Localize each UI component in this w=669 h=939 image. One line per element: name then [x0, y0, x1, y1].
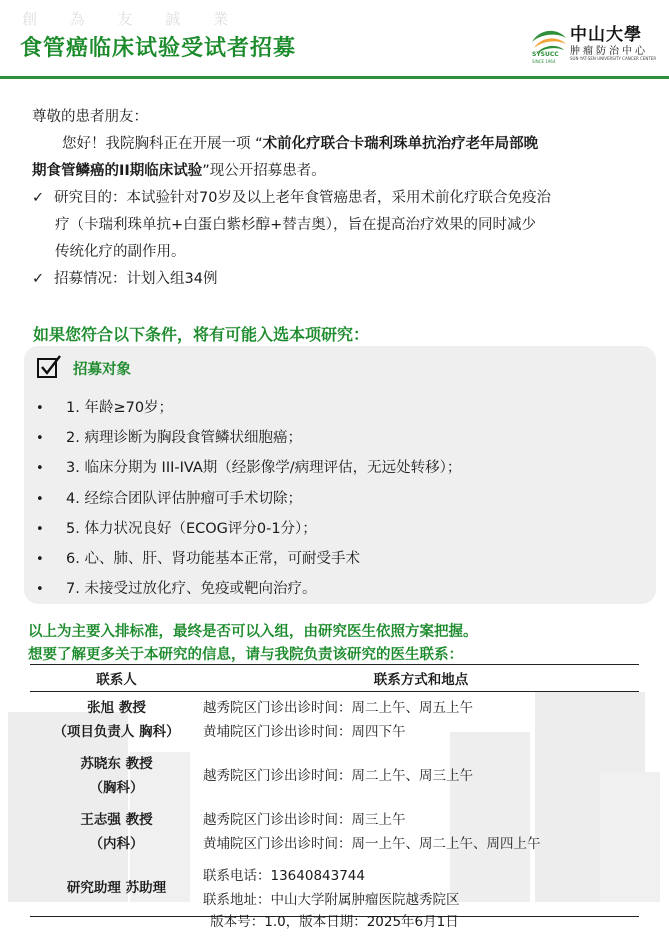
- bullet: •: [36, 582, 44, 598]
- contact-person: [30, 692, 203, 749]
- column-header-details: 联系方式和地点: [203, 665, 639, 692]
- table-row: [30, 804, 639, 860]
- contact-table: [30, 664, 639, 917]
- checkmark-icon: ✓: [32, 271, 45, 287]
- list-item: [36, 423, 461, 453]
- greeting-line-2: [32, 158, 652, 185]
- criterion-text: 3. 临床分期为 III-IVA期（经影像学/病理评估，无远处转移）；: [66, 460, 462, 477]
- person-name: 张旭 教授: [87, 700, 146, 716]
- trial-name-part1: 术前化疗联合卡瑞利珠单抗治疗老年局部晚: [262, 136, 539, 152]
- salutation: 尊敬的患者朋友：: [32, 109, 148, 125]
- header-watermark: 創 為 友 誠 業: [22, 10, 243, 28]
- purpose-line-1: 研究目的：本试验针对70岁及以上老年食管癌患者，采用术前化疗联合免疫治: [54, 190, 551, 206]
- criterion-text: 2. 病理诊断为胸段食管鳞状细胞癌；: [66, 430, 302, 447]
- detail-line: 越秀院区门诊出诊时间：周二上午、周三上午: [203, 768, 473, 784]
- list-item: [36, 393, 461, 423]
- logo-since: SINCE 1964: [532, 59, 556, 64]
- criterion-text: 5. 体力状况良好（ECOG评分0-1分）；: [66, 520, 317, 537]
- purpose-line-3: 传统化疗的副作用。: [55, 244, 186, 260]
- sysucc-logo: [524, 18, 664, 66]
- list-item: [36, 544, 461, 574]
- table-row: [30, 692, 639, 749]
- contact-detail: [203, 860, 639, 917]
- purpose-line-2: 疗（卡瑞利珠单抗+白蛋白紫杉醇+替吉奥），旨在提高治疗效果的同时减少: [55, 217, 537, 233]
- trial-name-part2: 期食管鳞癌的II期临床试验: [32, 163, 203, 179]
- contact-detail: [203, 748, 639, 804]
- page-title: 食管癌临床试验受试者招募: [20, 36, 297, 61]
- address-line: 联系地址：中山大学附属肿瘤医院越秀院区: [203, 892, 460, 908]
- note-line-2: 想要了解更多关于本研究的信息，请与我院负责该研究的医生联系：: [28, 647, 463, 663]
- person-name: 研究助理 苏助理: [66, 880, 167, 896]
- contact-person: [30, 804, 203, 860]
- logo-english: SUN YAT-SEN UNIVERSITY CANCER CENTER: [570, 56, 657, 61]
- logo-name: 中山大學: [570, 25, 642, 45]
- logo-subtitle: 肿瘤防治中心: [570, 46, 648, 57]
- intro-section: [32, 104, 652, 293]
- column-header-contact: 联系人: [30, 665, 203, 692]
- list-item: [36, 453, 461, 483]
- list-item: [36, 514, 461, 544]
- bullet: •: [36, 401, 44, 416]
- list-item: [36, 484, 461, 514]
- bullet: •: [36, 551, 44, 567]
- version-footer: 版本号：1.0，版本日期：2025年6月1日: [210, 914, 459, 930]
- criterion-text: 1. 年龄≥70岁；: [66, 400, 174, 416]
- criteria-list: [36, 393, 461, 604]
- detail-line: 黄埔院区门诊出诊时间：周四下午: [203, 724, 406, 740]
- phone-line: 联系电话：13640843744: [203, 868, 365, 884]
- person-role: （项目负责人 胸科）: [53, 724, 180, 740]
- logo-abbr: SYSUCC: [532, 51, 559, 58]
- person-role: （胸科）: [89, 780, 144, 796]
- sysucc-logo-icon: [528, 24, 568, 64]
- recruitment-text: 招募情况：计划入组34例: [54, 271, 218, 287]
- purpose-item: [32, 185, 652, 266]
- list-item: [36, 574, 461, 604]
- greeting-post: ”现公开招募患者。: [202, 163, 326, 179]
- note-line-1: 以上为主要入排标准，最终是否可以入组，由研究医生依照方案把握。: [28, 624, 478, 640]
- bullet: •: [36, 431, 44, 447]
- header-divider: [0, 76, 669, 79]
- checkmark-icon: ✓: [32, 190, 45, 206]
- recruitment-item: [32, 266, 652, 293]
- greeting-pre: 您好！我院胸科正在开展一项 “: [62, 136, 263, 152]
- person-name: 王志强 教授: [80, 812, 153, 828]
- greeting-line: [32, 131, 652, 158]
- checkbox-icon: [36, 354, 62, 380]
- criteria-panel: [24, 346, 656, 604]
- criteria-heading-label: 招募对象: [73, 362, 131, 378]
- contact-detail: [203, 692, 639, 749]
- person-role: （内科）: [89, 836, 144, 852]
- conditions-title: 如果您符合以下条件，将有可能入选本项研究：: [33, 325, 370, 344]
- detail-line: 越秀院区门诊出诊时间：周二上午、周五上午: [203, 700, 473, 716]
- criterion-text: 7. 未接受过放化疗、免疫或靶向治疗。: [66, 581, 317, 598]
- detail-line: 黄埔院区门诊出诊时间：周一上午、周二上午、周四上午: [203, 836, 541, 852]
- detail-line: 越秀院区门诊出诊时间：周三上午: [203, 812, 406, 828]
- bullet: •: [36, 491, 44, 507]
- contact-person: [30, 860, 203, 917]
- bullet: •: [36, 461, 44, 477]
- criterion-text: 4. 经综合团队评估肿瘤可手术切除；: [66, 490, 302, 507]
- table-header-row: [30, 665, 639, 692]
- page-header: [0, 0, 669, 78]
- table-row: [30, 860, 639, 917]
- contact-detail: [203, 804, 639, 860]
- bullet: •: [36, 521, 44, 537]
- person-name: 苏晓东 教授: [80, 756, 153, 772]
- contact-person: [30, 748, 203, 804]
- table-row: [30, 748, 639, 804]
- criterion-text: 6. 心、肺、肝、肾功能基本正常，可耐受手术: [66, 550, 360, 567]
